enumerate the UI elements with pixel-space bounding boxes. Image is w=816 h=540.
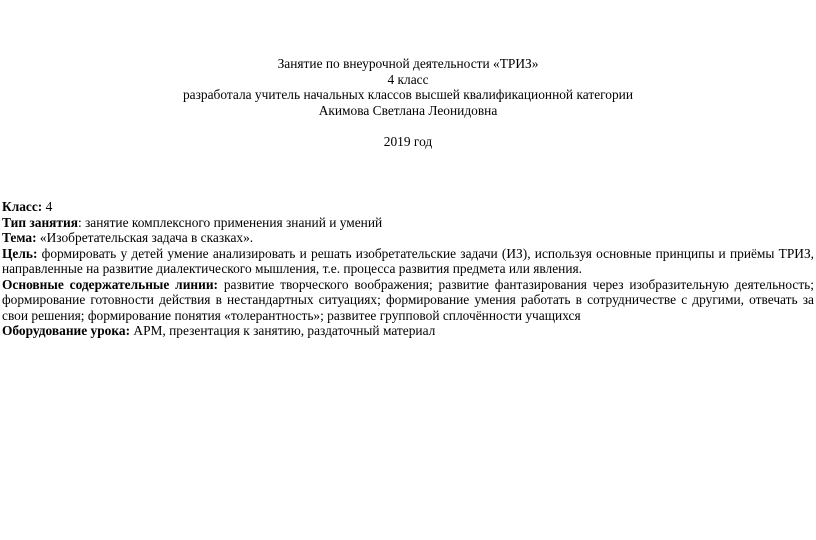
equipment-value: АРМ, презентация к занятию, раздаточный материал	[130, 323, 436, 338]
theme-label: Тема:	[2, 230, 37, 245]
theme-row	[2, 230, 814, 246]
author-position: разработала учитель начальных классов высшей квалификационной категории	[182, 87, 634, 102]
content-lines-value: развитие творческого воображения; развитие фантазирования через изобразительную деятельность; формирование готовности действия в нестандартных ситуациях; формирование умения работать в сотрудничестве с другими, отвечать за свои решения; формирование понятия «толерантность»; развитее групповой сплочённости учащихся	[2, 276, 815, 323]
class-label: Класс:	[2, 199, 43, 214]
document-header	[0, 56, 816, 150]
grade-line: 4 класс	[387, 71, 429, 87]
goal-paragraph	[2, 246, 814, 277]
course-title: Занятие по внеурочной деятельности «ТРИЗ»	[277, 56, 539, 71]
class-value: 4	[42, 199, 53, 214]
content-lines-label: Основные содержательные линии:	[2, 276, 219, 292]
class-row	[2, 199, 814, 215]
lesson-type-label: Тип занятия	[2, 214, 78, 230]
goal-label: Цель:	[2, 245, 38, 261]
header-spacer	[0, 118, 816, 134]
equipment-row	[2, 323, 814, 339]
content-lines-paragraph	[2, 277, 814, 324]
lesson-type-row	[2, 215, 814, 231]
theme-value: «Изобретательская задача в сказках».	[36, 230, 254, 245]
lesson-details	[2, 199, 814, 339]
equipment-label: Оборудование урока:	[2, 323, 131, 338]
lesson-type-value: : занятие комплексного применения знаний и умений	[77, 214, 383, 230]
year-line: 2019 год	[383, 134, 433, 149]
author-name: Акимова Светлана Леонидовна	[318, 102, 498, 118]
goal-value: формировать у детей умение анализировать и решать изобретательские задачи (ИЗ), используя основные принципы и приёмы ТРИЗ, направленные на развитие диалектического мышления, т.е. процесса развития предмета или явления.	[2, 245, 814, 276]
